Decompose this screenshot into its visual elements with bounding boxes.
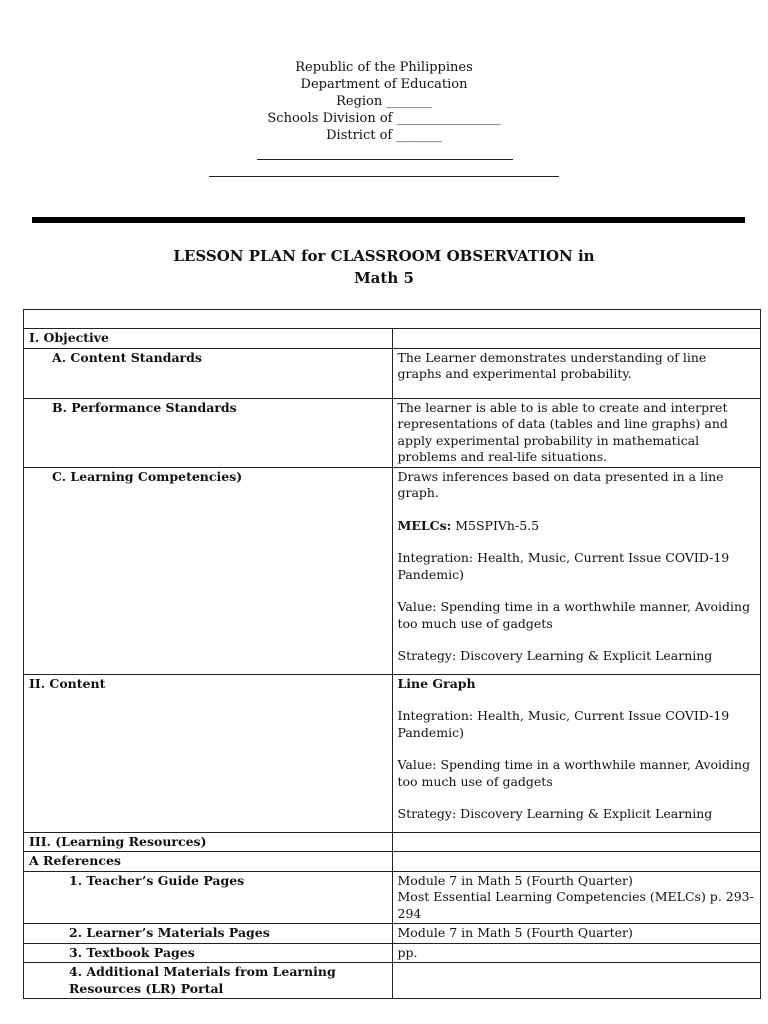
competency-draws: Draws inferences based on data presented in a line graph.: [397, 468, 724, 500]
table-row: [24, 871, 761, 924]
textbook-label: 3. Textbook Pages: [24, 943, 393, 963]
additional-materials-value: [392, 963, 761, 999]
lesson-plan-table: [23, 309, 761, 999]
learning-competencies-label: C. Learning Competencies): [24, 467, 393, 674]
content-label: II. Content: [24, 674, 393, 832]
learning-resources-value: [392, 832, 761, 852]
title-line-2: Math 5: [354, 269, 414, 287]
blank-line-address: [209, 176, 559, 177]
melcs-label: MELCs:: [397, 517, 452, 533]
table-row: [24, 310, 761, 329]
learning-resources-label: III. (Learning Resources): [24, 832, 393, 852]
references-label: A References: [24, 852, 393, 872]
learners-materials-value: Module 7 in Math 5 (Fourth Quarter): [392, 924, 761, 944]
table-row: [24, 398, 761, 467]
competency-integration: Integration: Health, Music, Current Issue COVID-19 Pandemic): [397, 550, 730, 582]
header-department: Department of Education: [300, 77, 468, 92]
table-row: [24, 832, 761, 852]
objective-label: I. Objective: [24, 329, 393, 349]
table-row: [24, 674, 761, 832]
content-strategy: Strategy: Discovery Learning & Explicit Learning: [397, 806, 713, 821]
table-row: [24, 467, 761, 674]
content-heading: Line Graph: [397, 675, 476, 691]
content-standards-value: The Learner demonstrates understanding of line graphs and experimental probability.: [392, 348, 761, 398]
table-row: [24, 852, 761, 872]
teachers-guide-value: [392, 871, 761, 924]
content-value-text: Value: Spending time in a worthwhile manner, Avoiding too much use of gadgets: [397, 757, 751, 789]
document-title: [0, 245, 768, 289]
teachers-guide-line-1: Module 7 in Math 5 (Fourth Quarter): [397, 872, 633, 888]
header-district: District of _______: [326, 128, 442, 143]
table-row: [24, 943, 761, 963]
blank-line-school: [257, 159, 513, 160]
header-republic: Republic of the Philippines: [295, 60, 473, 75]
melcs-code: M5SPIVh-5.5: [451, 517, 540, 533]
performance-standards-label: B. Performance Standards: [24, 398, 393, 467]
table-top-cell: [24, 310, 761, 329]
table-row: [24, 963, 761, 999]
teachers-guide-line-2: Most Essential Learning Competencies (MELCs) p. 293-294: [397, 889, 754, 921]
learners-materials-label: 2. Learner’s Materials Pages: [24, 924, 393, 944]
additional-materials-label: 4. Additional Materials from Learning Resources (LR) Portal: [24, 963, 393, 999]
performance-standards-value: The learner is able to is able to create and interpret representations of data (tables and line graphs) and apply experimental probability in mathematical problems and real-life situations.: [392, 398, 761, 467]
competency-strategy: Strategy: Discovery Learning & Explicit Learning: [397, 648, 713, 663]
header-schools-division: Schools Division of ________________: [267, 111, 501, 126]
header-region: Region _______: [336, 94, 432, 109]
content-standards-label: A. Content Standards: [24, 348, 393, 398]
references-value: [392, 852, 761, 872]
header-divider: [32, 217, 745, 223]
competency-value: Value: Spending time in a worthwhile manner, Avoiding too much use of gadgets: [397, 599, 751, 631]
melcs-line: [398, 518, 755, 535]
teachers-guide-label: 1. Teacher’s Guide Pages: [24, 871, 393, 924]
document-header: [0, 59, 768, 144]
textbook-value: pp.: [392, 943, 761, 963]
table-row: [24, 329, 761, 349]
table-row: [24, 924, 761, 944]
learning-competencies-value: [392, 467, 761, 674]
content-value: [392, 674, 761, 832]
title-line-1: LESSON PLAN for CLASSROOM OBSERVATION in: [173, 247, 595, 265]
objective-value: [392, 329, 761, 349]
content-integration: Integration: Health, Music, Current Issue COVID-19 Pandemic): [397, 708, 730, 740]
table-row: [24, 348, 761, 398]
